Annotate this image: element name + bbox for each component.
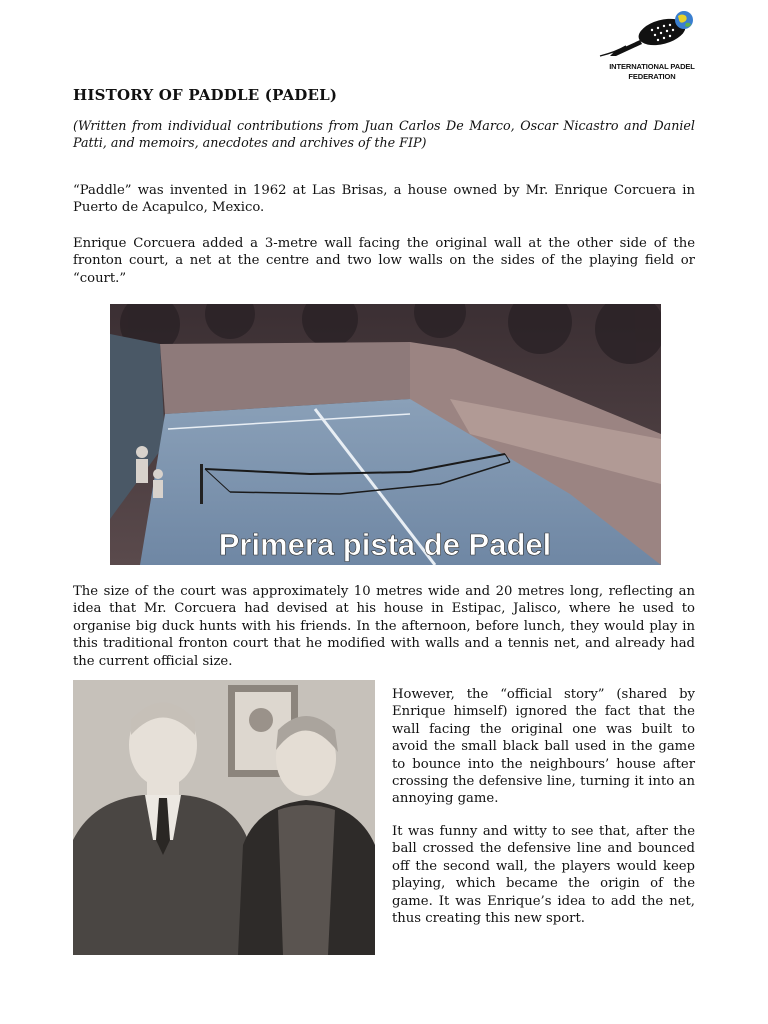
logo-line2: FEDERATION (628, 72, 676, 81)
court-photo-caption: Primera pista de Padel (218, 527, 552, 562)
padel-racket-globe-icon (596, 8, 708, 64)
corcuera-portrait-photo (73, 680, 375, 955)
page-subtitle: (Written from individual contributions from Juan Carlos De Marco, Oscar Nicastro and Daniel Patti, and memoirs, anecdotes and archives of the FIP) (73, 118, 695, 150)
logo-line1: INTERNATIONAL PADEL (609, 62, 695, 71)
page-title: HISTORY OF PADDLE (PADEL) (73, 86, 338, 104)
ifp-logo (596, 8, 708, 86)
paragraph-walls: Enrique Corcuera added a 3-metre wall facing the original wall at the other side of the fronton court, a net at the centre and two low walls on the sides of the playing field or “court.” (73, 236, 695, 286)
paragraph-invention: “Paddle” was invented in 1962 at Las Brisas, a house owned by Mr. Enrique Corcuera in Puerto de Acapulco, Mexico. (73, 183, 695, 216)
logo-text (596, 62, 708, 82)
paragraph-court-size: The size of the court was approximately 10 metres wide and 20 metres long, reflecting an idea that Mr. Corcuera had devised at his house in Estipac, Jalisco, where he used to organise big duck hunts with his friends. In the afternoon, before lunch, they would play in this traditional fronton court that he modified with walls and a tennis net, and already had the current official size. (73, 584, 695, 669)
paragraph-origin-of-game: It was funny and witty to see that, after the ball crossed the defensive line and bounced off the second wall, the players would keep playing, which became the origin of the game. It was Enrique’s idea to add the net, thus creating this new sport. (392, 824, 695, 927)
paragraph-official-story: However, the “official story” (shared by Enrique himself) ignored the fact that the wall facing the original one was built to avoid the small black ball used in the game to bounce into the neighbours’ house after crossing the defensive line, turning it into an annoying game. (392, 687, 695, 807)
court-photo (110, 304, 661, 565)
